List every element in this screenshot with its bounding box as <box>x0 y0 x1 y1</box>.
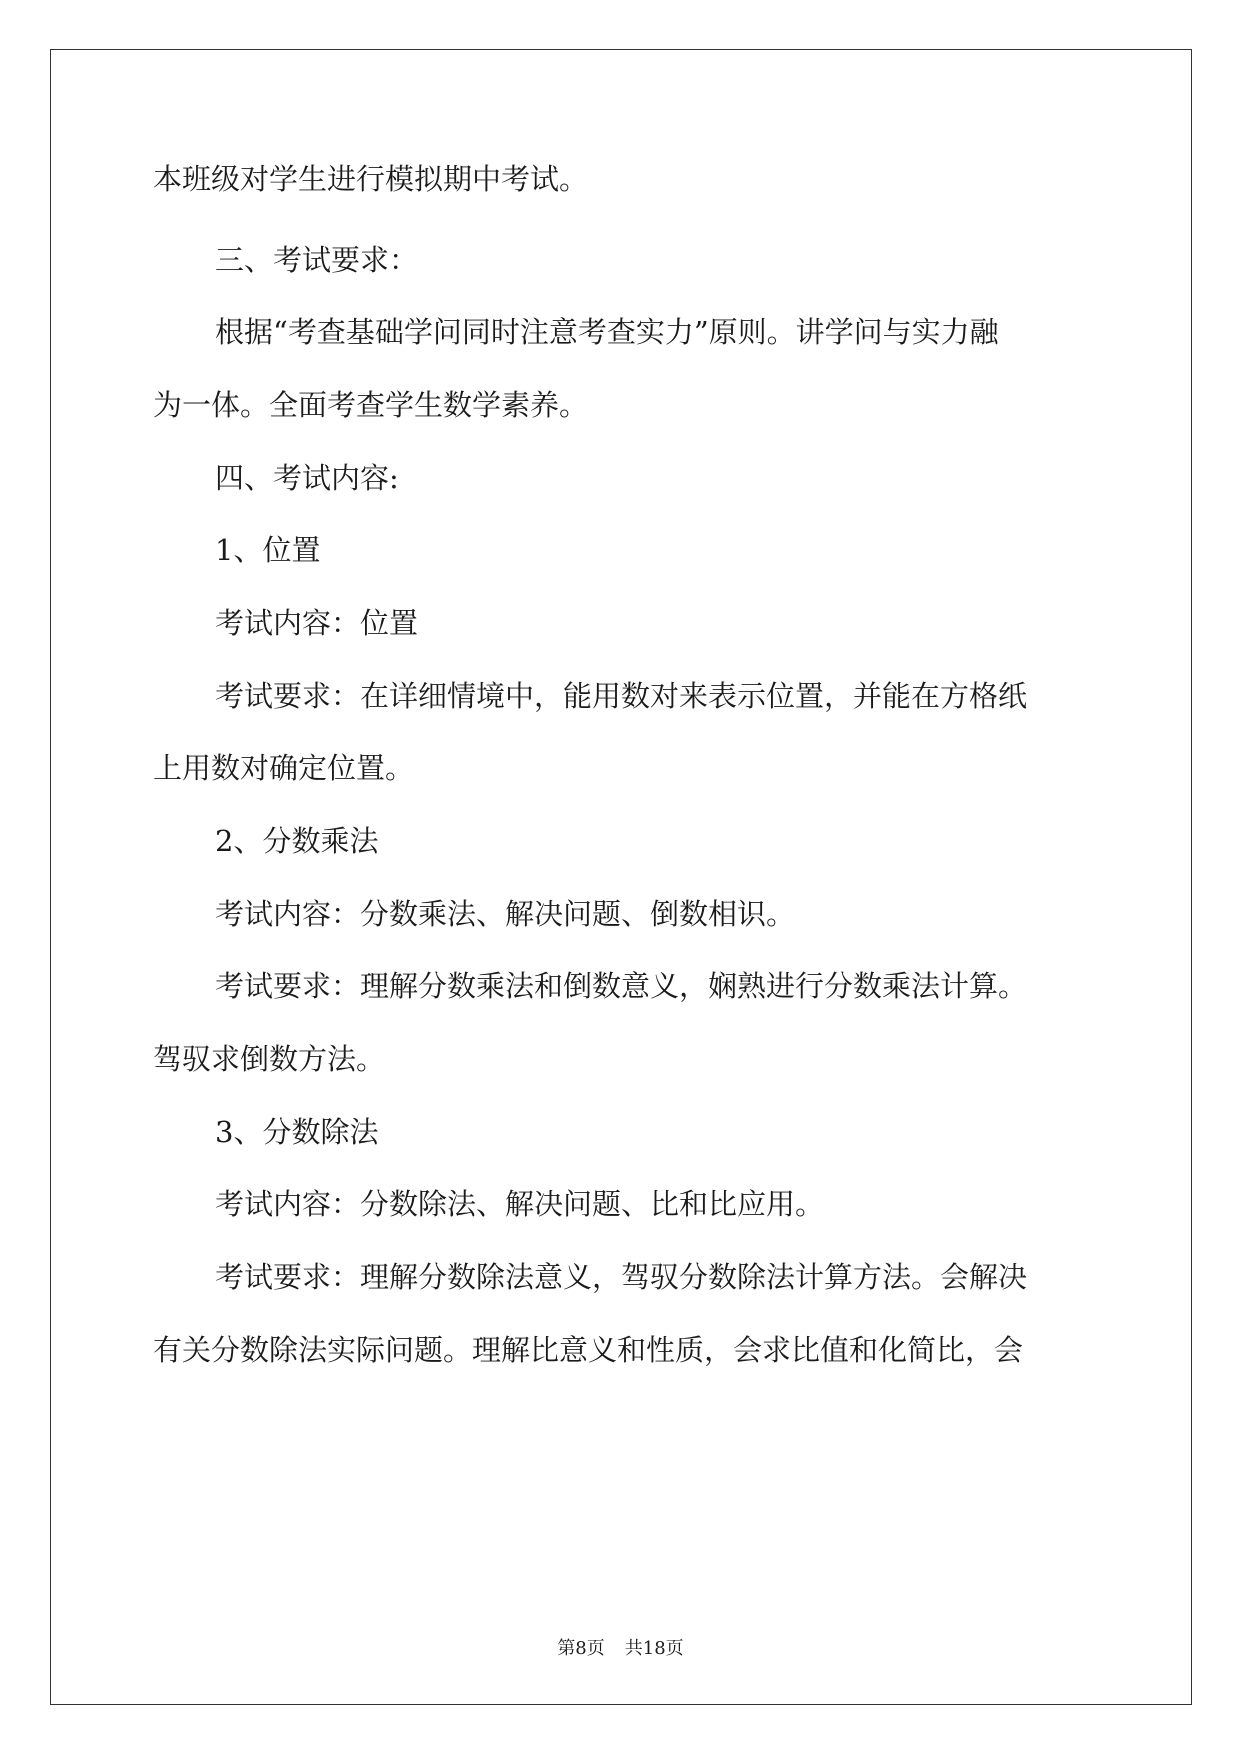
page-total: 共18页 <box>624 1638 684 1659</box>
paragraph-line: 考试内容：分数乘法、解决问题、倒数相识。 <box>215 897 796 931</box>
paragraph-line: 考试要求：理解分数乘法和倒数意义，娴熟进行分数乘法计算。 <box>215 969 1028 1003</box>
paragraph-line: 考试内容：位置 <box>215 606 419 640</box>
paragraph-line: 考试要求：理解分数除法意义，驾驭分数除法计算方法。会解决 <box>215 1260 1028 1294</box>
paragraph-line: 为一体。全面考查学生数学素养。 <box>153 388 589 422</box>
subsection-heading: 2、分数乘法 <box>215 824 379 858</box>
paragraph-line: 有关分数除法实际问题。理解比意义和性质，会求比值和化简比，会 <box>153 1333 1024 1367</box>
page-number: 第8页 <box>557 1638 605 1659</box>
section-heading: 四、考试内容: <box>215 461 399 495</box>
paragraph-line: 本班级对学生进行模拟期中考试。 <box>153 162 589 196</box>
paragraph-line: 上用数对确定位置。 <box>153 751 415 785</box>
section-heading: 三、考试要求： <box>215 243 419 277</box>
paragraph-line: 驾驭求倒数方法。 <box>153 1042 386 1076</box>
page-footer <box>0 1634 1241 1660</box>
subsection-heading: 3、分数除法 <box>215 1115 379 1149</box>
paragraph-line: 考试要求：在详细情境中，能用数对来表示位置，并能在方格纸 <box>215 679 1028 713</box>
subsection-heading: 1、位置 <box>215 533 321 567</box>
paragraph-line: 考试内容：分数除法、解决问题、比和比应用。 <box>215 1187 825 1221</box>
paragraph-line: 根据“考查基础学问同时注意考查实力”原则。讲学问与实力融 <box>215 315 999 349</box>
page-frame <box>50 49 1192 1705</box>
